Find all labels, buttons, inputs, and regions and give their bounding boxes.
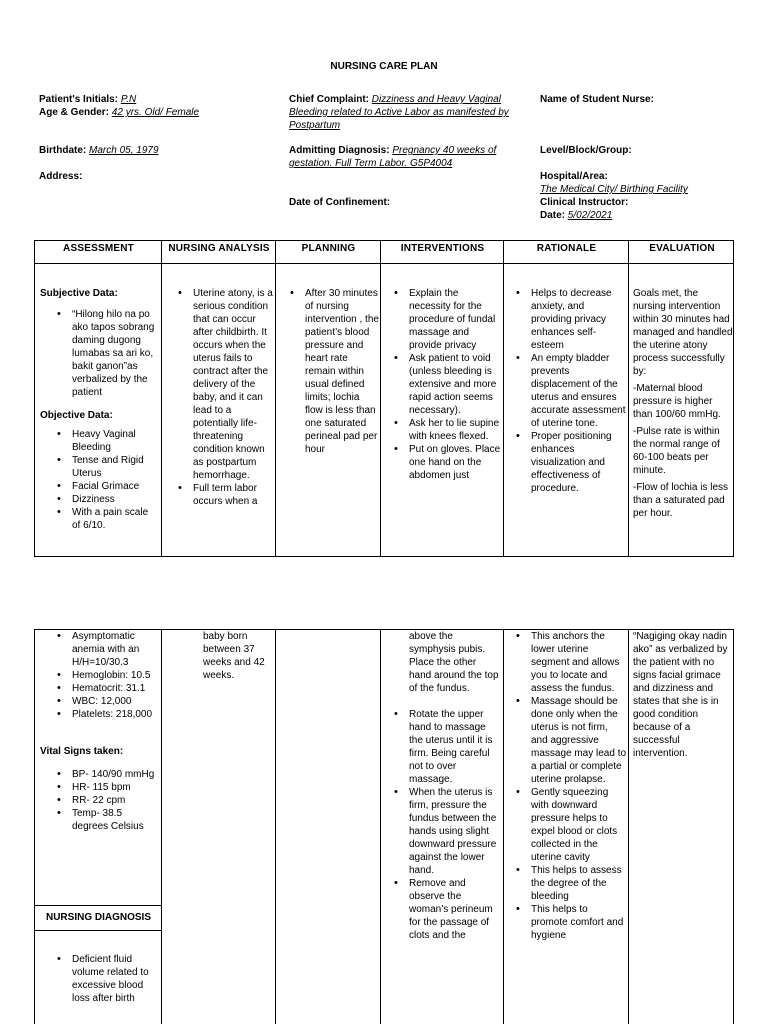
- list-item: • RR- 22 cpm: [54, 794, 158, 807]
- list-item: • “Hilong hilo na po ako tapos sobrang daming dugong lumabas sa ari ko, bakit ganon”as verbalized by the patient: [54, 308, 158, 399]
- list-item: • Hemoglobin: 10.5: [54, 669, 158, 682]
- list-item: • Ask her to lie supine with knees flexed.: [391, 417, 501, 443]
- planning-column: [276, 630, 381, 1024]
- complaint-value-3: Postpartum: [289, 120, 341, 131]
- list-item: • Tense and Rigid Uterus: [54, 454, 158, 480]
- evaluation-cell: [633, 287, 733, 524]
- initials-value: P.N: [120, 94, 137, 105]
- assessment-cell-continued: [40, 630, 158, 833]
- admitting-label: Admitting Diagnosis:: [289, 145, 390, 156]
- rationale-cell-continued: [513, 630, 627, 942]
- birthdate-value: March 05, 1979: [89, 145, 159, 156]
- list-item: • Massage should be done only when the uterus is not firm, and aggressive massage may lead to a partial or complete uterine prolapse.: [513, 695, 627, 786]
- interventions-cell-continued: [409, 630, 501, 695]
- hospital-value: The Medical City/ Birthing Facility: [540, 184, 688, 195]
- list-item: • Explain the necessity for the procedure of fundal massage and provide privacy: [391, 287, 501, 352]
- evaluation-paragraph: -Maternal blood pressure is higher than 100/60 mmHg.: [633, 383, 721, 420]
- analysis-column: [162, 630, 276, 1024]
- list-item: • With a pain scale of 6/10.: [54, 506, 158, 532]
- objective-list: [54, 428, 158, 532]
- table-header: [35, 241, 733, 264]
- list-item: • Facial Grimace: [54, 480, 158, 493]
- planning-cell: [287, 287, 379, 456]
- list-item: • Put on gloves. Place one hand on the abdomen just: [391, 443, 501, 482]
- list-item: • Temp- 38.5 degrees Celsius: [54, 807, 158, 833]
- care-plan-table-continued: [34, 629, 734, 1024]
- intervention-continued-text: above the symphysis pubis. Place the other hand around the top of the fundus.: [409, 631, 499, 694]
- care-plan-table: [34, 240, 734, 557]
- list-item: • Remove and observe the woman’s perineum for the passage of clots and the: [391, 877, 501, 942]
- list-item: • When the uterus is firm, pressure the fundus between the hands using slight downward pressure against the lower hand.: [391, 786, 501, 877]
- list-item: • Heavy Vaginal Bleeding: [54, 428, 158, 454]
- interventions-cell: [391, 287, 501, 482]
- list-item: • Asymptomatic anemia with an H/H=10/30.3: [54, 630, 158, 669]
- list-item: • Full term labor occurs when a: [175, 482, 273, 508]
- list-item: • Helps to decrease anxiety, and providing privacy enhances self-esteem: [513, 287, 627, 352]
- list-item: • This helps to assess the degree of the bleeding: [513, 864, 627, 903]
- list-item: • Gently squeezing with downward pressure helps to expel blood or clots collected in the uterine cavity: [513, 786, 627, 864]
- address-label: Address:: [39, 171, 83, 182]
- nursing-diagnosis-header: NURSING DIAGNOSIS: [35, 905, 162, 931]
- lab-results-list: [54, 630, 158, 721]
- page-title: NURSING CARE PLAN: [330, 61, 438, 72]
- rationale-list: [513, 287, 627, 495]
- instructor-label: Clinical Instructor:: [540, 197, 629, 208]
- admitting-value-1: Pregnancy 40 weeks of: [392, 145, 497, 156]
- patient-initials-row: [39, 93, 136, 106]
- nursing-diagnosis-cell: [54, 953, 160, 1005]
- hospital-area: [540, 170, 688, 196]
- list-item: • This helps to promote comfort and hygiene: [513, 903, 627, 942]
- list-item: • Deficient fluid volume related to excessive blood loss after birth: [54, 953, 160, 1005]
- vitals-heading: Vital Signs taken:: [40, 746, 124, 757]
- rationale-header: RATIONALE: [536, 243, 597, 254]
- rationale-list: [513, 630, 627, 942]
- chief-complaint: [289, 93, 534, 132]
- analysis-header: NURSING ANALYSIS: [168, 243, 270, 254]
- date-row: [540, 209, 612, 222]
- complaint-label: Chief Complaint:: [289, 94, 369, 105]
- level-block-label: Level/Block/Group:: [540, 145, 632, 156]
- interventions-header: INTERVENTIONS: [400, 243, 485, 254]
- rationale-cell: [513, 287, 627, 495]
- list-item: • Proper positioning enhances visualization and effectiveness of procedure.: [513, 430, 627, 495]
- analysis-cell: [175, 287, 273, 508]
- diagnosis-list: [54, 953, 160, 1005]
- admitting-value-2: gestation. Full Term Labor. G5P4004: [289, 158, 453, 169]
- evaluation-paragraph: -Pulse rate is within the normal range of 60-100 beats per minute.: [633, 426, 720, 476]
- list-item: • After 30 minutes of nursing intervention , the patient’s blood pressure and heart rate remain within usual defined limits; lochia flow is less than one saturated perineal pad per hour: [287, 287, 379, 456]
- date-label: Date:: [540, 210, 566, 221]
- birthdate-label: Birthdate:: [39, 145, 87, 156]
- planning-header: PLANNING: [301, 243, 356, 254]
- admitting-diagnosis: [289, 144, 534, 170]
- assessment-header: ASSESSMENT: [63, 243, 134, 254]
- list-item: • Dizziness: [54, 493, 158, 506]
- planning-list: [287, 287, 379, 456]
- age-value: 42 yrs. Old/ Female: [111, 107, 200, 118]
- list-item: • HR- 115 bpm: [54, 781, 158, 794]
- list-item: • An empty bladder prevents displacement of the uterus and ensures accurate assessment of uterine tone.: [513, 352, 627, 430]
- vitals-list: [54, 768, 158, 833]
- initials-label: Patient's Initials:: [39, 94, 119, 105]
- analysis-cell-continued: baby born between 37 weeks and 42 weeks.: [203, 631, 265, 681]
- interventions-list: [391, 708, 501, 942]
- complaint-value-1: Dizziness and Heavy Vaginal: [371, 94, 501, 105]
- interventions-list-continued: [391, 708, 501, 942]
- age-gender-row: [39, 106, 199, 119]
- date-value: 5/02/2021: [567, 210, 613, 221]
- confinement-label: Date of Confinement:: [289, 197, 391, 208]
- hospital-label: Hospital/Area:: [540, 171, 608, 182]
- subjective-list: [54, 308, 158, 399]
- evaluation-paragraph: Goals met, the nursing intervention within 30 minutes had managed and handled the uterine atony process successfully by:: [633, 288, 733, 377]
- age-label: Age & Gender:: [39, 107, 110, 118]
- assessment-cell: [40, 287, 158, 532]
- complaint-value-2: Bleeding related to Active Labor as manifested by: [289, 107, 509, 118]
- evaluation-paragraph: -Flow of lochia is less than a saturated pad per hour.: [633, 482, 729, 519]
- evaluation-cell-continued: “Nagiging okay nadin ako” as verbalized by the patient with no signs facial grimace and dizziness and states that she is in good condition because of a successful intervention.: [633, 631, 728, 759]
- list-item: • Platelets: 218,000: [54, 708, 158, 721]
- list-item: • Hematocrit: 31.1: [54, 682, 158, 695]
- interventions-list: [391, 287, 501, 482]
- birthdate-row: [39, 144, 159, 157]
- student-nurse-label: Name of Student Nurse:: [540, 94, 654, 105]
- evaluation-header: EVALUATION: [649, 243, 715, 254]
- list-item: • Rotate the upper hand to massage the uterus until it is firm. Being careful not to over massage.: [391, 708, 501, 786]
- list-item: • WBC: 12,000: [54, 695, 158, 708]
- list-item: • BP- 140/90 mmHg: [54, 768, 158, 781]
- list-item: • Uterine atony, is a serious condition that can occur after childbirth. It occurs when the uterus fails to contract after the delivery of the baby, and it can lead to a potentially life-threatening condition known as postpartum hemorrhage.: [175, 287, 273, 482]
- list-item: • This anchors the lower uterine segment and allows you to locate and assess the fundus.: [513, 630, 627, 695]
- analysis-list: [175, 287, 273, 508]
- objective-heading: Objective Data:: [40, 410, 113, 421]
- list-item: • Ask patient to void (unless bleeding is extensive and more rapid action seems necessary).: [391, 352, 501, 417]
- subjective-heading: Subjective Data:: [40, 288, 118, 299]
